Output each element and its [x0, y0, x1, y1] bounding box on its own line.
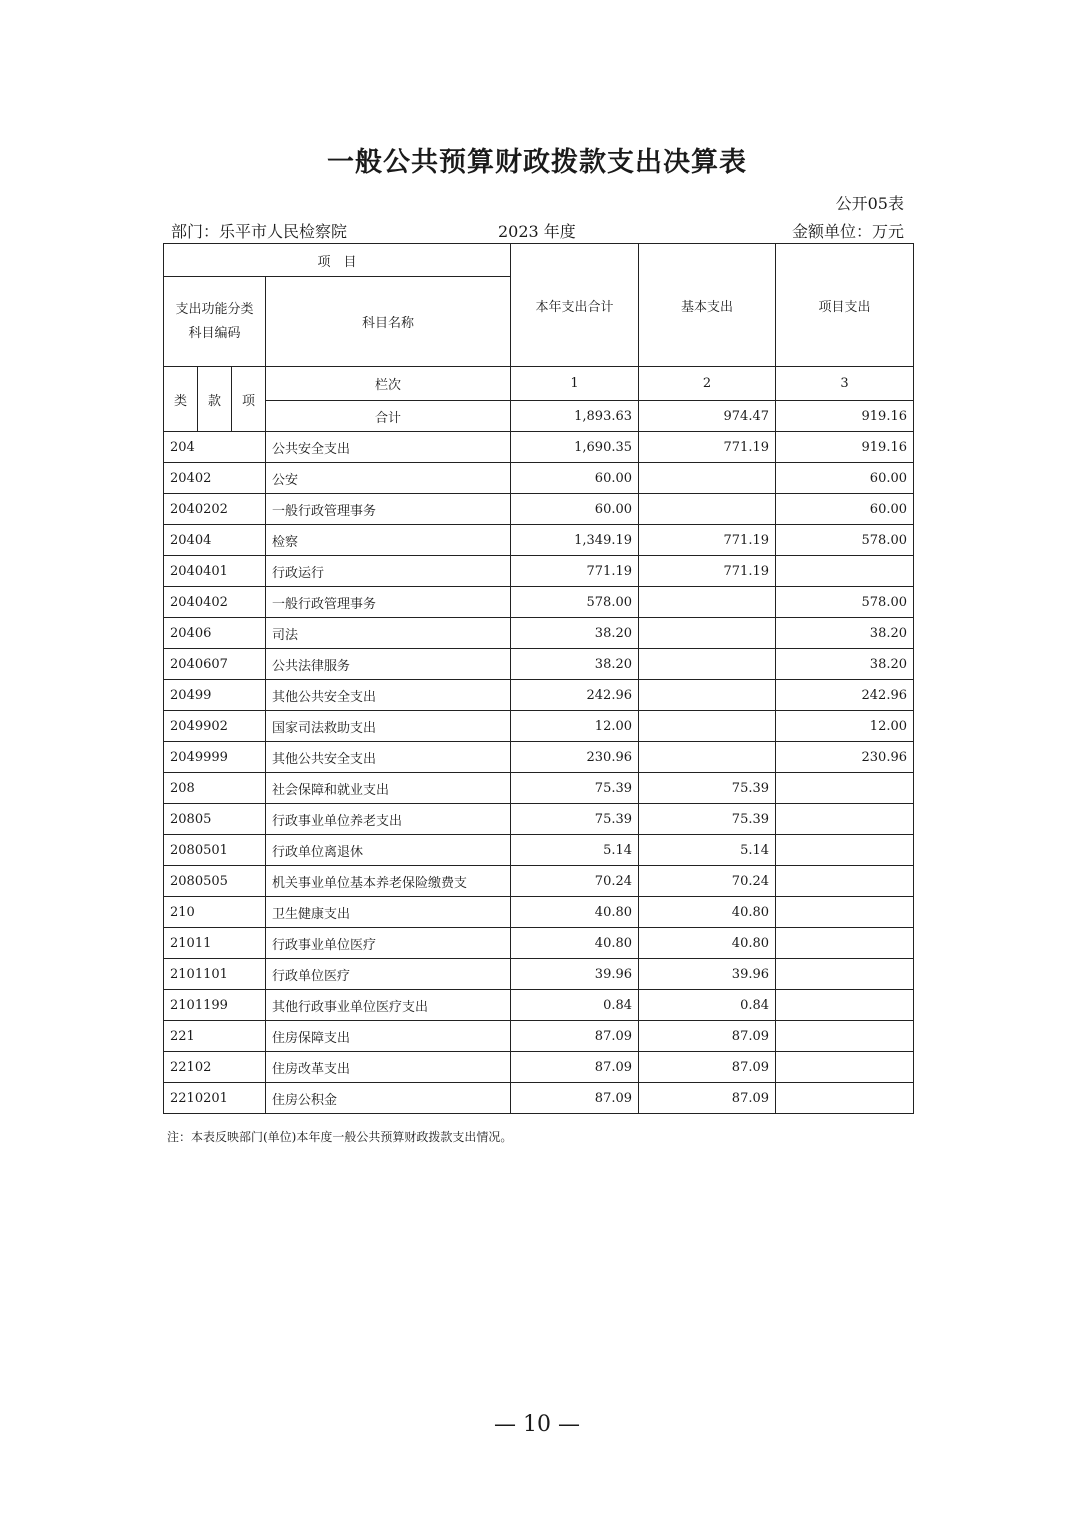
- row-basic: 39.96: [639, 959, 776, 990]
- department-label: 部门：乐平市人民检察院: [171, 222, 348, 241]
- row-basic: 40.80: [639, 928, 776, 959]
- row-code: 2040402: [164, 587, 266, 618]
- row-name: 其他公共安全支出: [266, 680, 511, 711]
- row-basic: 70.24: [639, 866, 776, 897]
- row-basic: 771.19: [639, 432, 776, 463]
- row-basic: 87.09: [639, 1021, 776, 1052]
- row-name: 其他公共安全支出: [266, 742, 511, 773]
- row-basic: [639, 680, 776, 711]
- header-col1: 1: [511, 367, 639, 401]
- row-name: 行政运行: [266, 556, 511, 587]
- total-basic: 974.47: [639, 401, 776, 432]
- header-col-project: 项目支出: [776, 244, 914, 367]
- row-name: 公共法律服务: [266, 649, 511, 680]
- row-basic: [639, 587, 776, 618]
- budget-table: [163, 243, 914, 1114]
- row-code: 2040607: [164, 649, 266, 680]
- table-row: [164, 835, 914, 866]
- table-row: [164, 1021, 914, 1052]
- row-name: 检察: [266, 525, 511, 556]
- row-code: 20805: [164, 804, 266, 835]
- table-row: [164, 649, 914, 680]
- header-lei: 类: [164, 367, 198, 432]
- row-name: 其他行政事业单位医疗支出: [266, 990, 511, 1021]
- row-name: 公安: [266, 463, 511, 494]
- table-row: [164, 804, 914, 835]
- total-label: 合计: [266, 401, 511, 432]
- row-name: 一般行政管理事务: [266, 494, 511, 525]
- page-title: 一般公共预算财政拨款支出决算表: [327, 147, 747, 178]
- row-name: 公共安全支出: [266, 432, 511, 463]
- row-total: 39.96: [511, 959, 639, 990]
- table-row: [164, 1052, 914, 1083]
- row-project: 12.00: [776, 711, 914, 742]
- row-project: [776, 866, 914, 897]
- footnote: 注：本表反映部门(单位)本年度一般公共预算财政拨款支出情况。: [167, 1130, 513, 1144]
- row-basic: 87.09: [639, 1052, 776, 1083]
- table-row: [164, 618, 914, 649]
- row-name: 住房改革支出: [266, 1052, 511, 1083]
- row-total: 5.14: [511, 835, 639, 866]
- row-total: 75.39: [511, 804, 639, 835]
- row-code: 2080501: [164, 835, 266, 866]
- header-col-total: 本年支出合计: [511, 244, 639, 367]
- row-project: 578.00: [776, 587, 914, 618]
- row-total: 40.80: [511, 897, 639, 928]
- total-row: [164, 401, 914, 432]
- row-total: 87.09: [511, 1083, 639, 1114]
- row-basic: 75.39: [639, 773, 776, 804]
- table-row: [164, 1083, 914, 1114]
- row-basic: [639, 742, 776, 773]
- unit-label: 金额单位：万元: [791, 222, 904, 241]
- table-row: [164, 556, 914, 587]
- table-row: [164, 463, 914, 494]
- row-project: 919.16: [776, 432, 914, 463]
- table-row: [164, 587, 914, 618]
- row-name: 司法: [266, 618, 511, 649]
- row-total: 87.09: [511, 1052, 639, 1083]
- row-total: 0.84: [511, 990, 639, 1021]
- row-basic: 771.19: [639, 525, 776, 556]
- row-total: 60.00: [511, 463, 639, 494]
- row-project: 578.00: [776, 525, 914, 556]
- row-name: 行政事业单位医疗: [266, 928, 511, 959]
- row-code: 2101101: [164, 959, 266, 990]
- row-project: [776, 835, 914, 866]
- row-name: 住房公积金: [266, 1083, 511, 1114]
- row-code: 2101199: [164, 990, 266, 1021]
- table-row: [164, 680, 914, 711]
- row-total: 771.19: [511, 556, 639, 587]
- row-project: [776, 990, 914, 1021]
- row-code: 221: [164, 1021, 266, 1052]
- row-project: [776, 1083, 914, 1114]
- header-column-order: 栏次: [266, 367, 511, 401]
- row-code: 2040202: [164, 494, 266, 525]
- row-total: 38.20: [511, 618, 639, 649]
- row-project: [776, 959, 914, 990]
- table-row: [164, 525, 914, 556]
- row-basic: 5.14: [639, 835, 776, 866]
- table-code: 公开05表: [835, 194, 904, 213]
- row-total: 40.80: [511, 928, 639, 959]
- row-code: 20404: [164, 525, 266, 556]
- year-label: 2023 年度: [498, 222, 576, 241]
- row-code: 2210201: [164, 1083, 266, 1114]
- table-row: [164, 432, 914, 463]
- row-project: 60.00: [776, 494, 914, 525]
- row-project: 38.20: [776, 649, 914, 680]
- header-col2: 2: [639, 367, 776, 401]
- table-row: [164, 959, 914, 990]
- header-func-code: [164, 277, 266, 367]
- row-name: 卫生健康支出: [266, 897, 511, 928]
- row-code: 2049999: [164, 742, 266, 773]
- row-name: 社会保障和就业支出: [266, 773, 511, 804]
- row-project: [776, 804, 914, 835]
- row-code: 20406: [164, 618, 266, 649]
- row-basic: [639, 463, 776, 494]
- row-basic: [639, 618, 776, 649]
- row-name: 行政单位医疗: [266, 959, 511, 990]
- row-project: [776, 1021, 914, 1052]
- header-col3: 3: [776, 367, 914, 401]
- row-total: 75.39: [511, 773, 639, 804]
- table-row: [164, 773, 914, 804]
- header-func-code-line1: 支出功能分类: [175, 301, 254, 317]
- row-name: 国家司法救助支出: [266, 711, 511, 742]
- header-col-basic: 基本支出: [639, 244, 776, 367]
- row-name: 机关事业单位基本养老保险缴费支: [266, 866, 511, 897]
- row-basic: 771.19: [639, 556, 776, 587]
- row-code: 204: [164, 432, 266, 463]
- row-total: 38.20: [511, 649, 639, 680]
- row-code: 210: [164, 897, 266, 928]
- total-project: 919.16: [776, 401, 914, 432]
- header-item: 项 目: [164, 244, 511, 277]
- row-basic: 40.80: [639, 897, 776, 928]
- row-code: 22102: [164, 1052, 266, 1083]
- row-code: 208: [164, 773, 266, 804]
- header-kuan: 款: [198, 367, 232, 432]
- row-code: 20499: [164, 680, 266, 711]
- row-name: 行政单位离退休: [266, 835, 511, 866]
- table-row: [164, 711, 914, 742]
- row-code: 2049902: [164, 711, 266, 742]
- table-row: [164, 866, 914, 897]
- row-total: 60.00: [511, 494, 639, 525]
- row-total: 578.00: [511, 587, 639, 618]
- table-row: [164, 494, 914, 525]
- row-code: 20402: [164, 463, 266, 494]
- row-total: 230.96: [511, 742, 639, 773]
- table-row: [164, 897, 914, 928]
- row-basic: 87.09: [639, 1083, 776, 1114]
- header-func-code-line2: 科目编码: [188, 325, 241, 341]
- row-basic: [639, 494, 776, 525]
- total-total: 1,893.63: [511, 401, 639, 432]
- row-project: [776, 1052, 914, 1083]
- row-project: 242.96: [776, 680, 914, 711]
- row-name: 一般行政管理事务: [266, 587, 511, 618]
- row-project: [776, 556, 914, 587]
- row-project: [776, 773, 914, 804]
- header-subject-name: 科目名称: [266, 277, 511, 367]
- row-total: 1,349.19: [511, 525, 639, 556]
- table-row: [164, 990, 914, 1021]
- row-total: 87.09: [511, 1021, 639, 1052]
- row-total: 12.00: [511, 711, 639, 742]
- row-name: 住房保障支出: [266, 1021, 511, 1052]
- row-project: 38.20: [776, 618, 914, 649]
- row-name: 行政事业单位养老支出: [266, 804, 511, 835]
- header-xiang: 项: [232, 367, 266, 432]
- table-row: [164, 742, 914, 773]
- row-project: [776, 897, 914, 928]
- row-basic: 0.84: [639, 990, 776, 1021]
- row-basic: [639, 711, 776, 742]
- row-project: [776, 928, 914, 959]
- row-basic: 75.39: [639, 804, 776, 835]
- page-number: — 10 —: [494, 1412, 580, 1437]
- row-total: 1,690.35: [511, 432, 639, 463]
- row-code: 21011: [164, 928, 266, 959]
- row-basic: [639, 649, 776, 680]
- row-code: 2040401: [164, 556, 266, 587]
- row-project: 60.00: [776, 463, 914, 494]
- row-project: 230.96: [776, 742, 914, 773]
- row-total: 70.24: [511, 866, 639, 897]
- row-code: 2080505: [164, 866, 266, 897]
- row-total: 242.96: [511, 680, 639, 711]
- table-row: [164, 928, 914, 959]
